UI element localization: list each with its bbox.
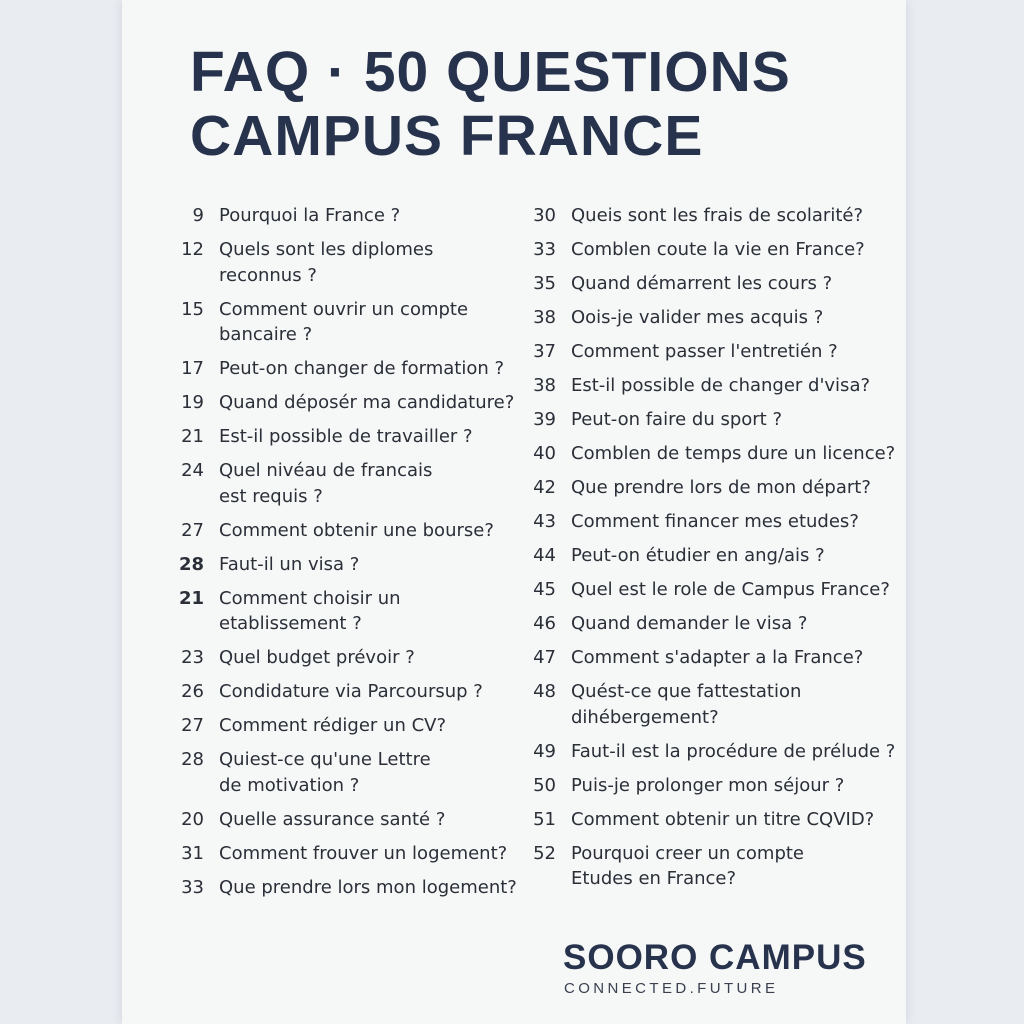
faq-question-line: Que prendre lors mon logement? — [219, 876, 517, 898]
faq-question-line: Quels sont les diplomes — [219, 239, 434, 260]
faq-question-line: Oois-je valider mes acquis ? — [571, 307, 824, 328]
faq-item — [522, 373, 902, 399]
faq-item-question — [571, 509, 859, 535]
faq-item — [522, 679, 902, 730]
faq-item-number: 39 — [533, 409, 556, 430]
faq-item — [170, 458, 525, 509]
faq-item-question — [571, 441, 895, 467]
faq-item-question — [219, 552, 359, 578]
faq-item-question — [219, 747, 431, 798]
faq-question-line: Quand déposér ma candidature? — [219, 392, 515, 413]
faq-question-line: de motivation ? — [219, 774, 360, 796]
faq-item — [522, 339, 902, 365]
faq-item-number: 28 — [178, 553, 204, 575]
faq-item-question — [571, 407, 782, 433]
faq-item-number: 26 — [181, 681, 204, 702]
faq-item — [170, 747, 525, 798]
faq-item-question — [571, 237, 865, 263]
faq-item — [170, 807, 525, 833]
faq-item — [522, 475, 902, 501]
faq-question-line: Faut-il un visa ? — [219, 553, 360, 575]
faq-item-number: 45 — [533, 579, 556, 600]
faq-item-number: 46 — [533, 613, 556, 634]
faq-item-question — [219, 679, 483, 705]
faq-item-question — [219, 713, 446, 739]
faq-item-number: 42 — [533, 477, 556, 498]
faq-item — [522, 509, 902, 535]
faq-question-line: Quand demander le visa ? — [571, 613, 808, 634]
faq-item — [522, 203, 902, 229]
faq-item-number: 12 — [181, 239, 204, 260]
faq-question-line: Peut-on faire du sport ? — [571, 409, 782, 430]
faq-item-number: 43 — [533, 511, 556, 532]
faq-item-question — [571, 475, 871, 501]
faq-question-line: Est-il possible de changer d'visa? — [571, 375, 871, 396]
faq-question-line: Queis sont les frais de scolarité? — [571, 205, 863, 226]
faq-question-line: etablissement ? — [219, 613, 362, 634]
faq-item — [522, 441, 902, 467]
faq-item — [522, 237, 902, 263]
faq-question-line: Quel budget prévoir ? — [219, 647, 415, 668]
faq-item-question — [219, 390, 514, 416]
faq-item-number: 31 — [181, 842, 204, 864]
faq-item — [522, 773, 902, 799]
faq-item-question — [571, 739, 895, 765]
faq-question-line: Quel nivéau de francais — [219, 460, 433, 481]
faq-item-question — [219, 203, 400, 229]
faq-question-line: Condidature via Parcoursup ? — [219, 681, 483, 702]
faq-item-number: 23 — [181, 647, 204, 668]
faq-item-question — [219, 841, 507, 867]
faq-item-question — [219, 424, 473, 450]
faq-item-question — [219, 518, 494, 544]
faq-item-number: 38 — [533, 307, 556, 328]
faq-item-question — [571, 543, 825, 569]
faq-item — [170, 586, 525, 637]
faq-list-right — [522, 203, 902, 900]
faq-question-line: Comment obtenir un titre CQVID? — [571, 808, 875, 830]
faq-item-number: 24 — [181, 460, 204, 481]
faq-item-number: 44 — [533, 545, 556, 566]
faq-item-question — [219, 807, 445, 833]
faq-item — [522, 543, 902, 569]
faq-item-question — [571, 577, 890, 603]
faq-question-line: Quelle assurance santé ? — [219, 808, 446, 830]
faq-item — [170, 518, 525, 544]
faq-item — [170, 679, 525, 705]
faq-item-question — [219, 356, 504, 382]
faq-item-number: 49 — [533, 740, 556, 762]
faq-question-line: Comment rédiger un CV? — [219, 715, 447, 736]
faq-item-question — [219, 458, 432, 509]
faq-item-number: 28 — [181, 749, 204, 770]
faq-question-line: Faut-il est la procédure de prélude ? — [571, 740, 896, 762]
faq-item — [170, 424, 525, 450]
faq-item-number: 35 — [533, 273, 556, 294]
faq-question-line: Etudes en France? — [571, 868, 737, 889]
faq-item-number: 50 — [533, 774, 556, 796]
faq-item — [170, 875, 525, 901]
faq-item — [170, 237, 525, 288]
faq-question-line: Pourquoi la France ? — [219, 205, 401, 226]
faq-item-number: 27 — [181, 715, 204, 736]
brand-tagline: CONNECTED.FUTURE — [564, 980, 779, 997]
faq-question-line: Comblen de temps dure un licence? — [571, 443, 896, 464]
faq-question-line: Comment s'adapter a la France? — [571, 647, 864, 668]
faq-item — [170, 841, 525, 867]
faq-item-question — [219, 645, 415, 671]
faq-question-line: Quiest-ce qu'une Lettre — [219, 749, 431, 770]
faq-item-question — [219, 875, 517, 901]
faq-question-line: Comment obtenir une bourse? — [219, 519, 494, 541]
faq-item — [522, 305, 902, 331]
faq-item-question — [219, 586, 401, 637]
faq-item-question — [219, 297, 468, 348]
faq-item — [170, 356, 525, 382]
faq-item-number: 15 — [181, 298, 204, 320]
faq-item-question — [571, 271, 832, 297]
faq-item — [170, 713, 525, 739]
faq-item-number: 21 — [178, 587, 204, 609]
faq-item-number: 33 — [181, 876, 204, 898]
faq-item-number: 48 — [533, 681, 556, 702]
faq-question-line: Pourquoi creer un compte — [571, 842, 804, 864]
faq-item-number: 20 — [181, 808, 204, 830]
faq-item-number: 27 — [181, 519, 204, 541]
faq-item — [170, 203, 525, 229]
faq-item — [522, 841, 902, 892]
faq-question-line: reconnus ? — [219, 264, 317, 286]
faq-question-line: Puis-je prolonger mon séjour ? — [571, 774, 845, 796]
faq-item — [522, 271, 902, 297]
faq-question-line: dihébergement? — [571, 706, 719, 728]
faq-item-question — [571, 679, 801, 730]
faq-item — [170, 552, 525, 578]
faq-question-line: Comment financer mes etudes? — [571, 511, 859, 532]
faq-item — [522, 807, 902, 833]
faq-question-line: bancaire ? — [219, 324, 313, 345]
faq-item-number: 51 — [533, 808, 556, 830]
faq-item — [170, 390, 525, 416]
faq-item-number: 21 — [181, 426, 204, 447]
faq-question-line: Comment choisir un — [219, 587, 401, 609]
faq-question-line: Comment frouver un logement? — [219, 842, 508, 864]
faq-item-number: 30 — [533, 205, 556, 226]
faq-question-line: Quést-ce que fattestation — [571, 681, 802, 702]
faq-question-line: Peut-on étudier en ang/ais ? — [571, 545, 825, 566]
faq-item — [522, 577, 902, 603]
faq-item-number: 47 — [533, 647, 556, 668]
faq-question-line: Comment passer l'entretién ? — [571, 341, 838, 362]
faq-item-number: 9 — [192, 205, 204, 226]
faq-item-number: 33 — [533, 239, 556, 260]
faq-question-line: Comment ouvrir un compte — [219, 298, 469, 320]
faq-item-question — [571, 305, 823, 331]
faq-item — [170, 297, 525, 348]
faq-item-question — [571, 203, 863, 229]
faq-question-line: Comblen coute la vie en France? — [571, 239, 865, 260]
title-line-1: FAQ · 50 QUESTIONS — [190, 40, 791, 104]
page-title — [190, 40, 791, 168]
brand-name: SOORO CAMPUS — [563, 938, 867, 977]
faq-item — [522, 645, 902, 671]
faq-item-question — [571, 611, 807, 637]
faq-item — [522, 407, 902, 433]
faq-item-question — [571, 773, 844, 799]
faq-item-number: 19 — [181, 392, 204, 413]
faq-item-question — [219, 237, 433, 288]
title-line-2: CAMPUS FRANCE — [190, 104, 704, 168]
faq-question-line: Quand démarrent les cours ? — [571, 273, 833, 294]
faq-item-question — [571, 373, 870, 399]
faq-item-question — [571, 339, 838, 365]
faq-item-number: 17 — [181, 358, 204, 379]
faq-item-question — [571, 645, 863, 671]
faq-question-line: Est-il possible de travailler ? — [219, 426, 473, 447]
faq-item-number: 52 — [533, 842, 556, 864]
faq-item — [170, 645, 525, 671]
faq-item-number: 37 — [533, 341, 556, 362]
faq-item — [522, 611, 902, 637]
faq-list-left — [170, 203, 525, 909]
faq-item-question — [571, 841, 804, 892]
faq-question-line: est requis ? — [219, 485, 323, 507]
faq-item-number: 40 — [533, 443, 556, 464]
faq-question-line: Quel est le role de Campus France? — [571, 579, 890, 600]
faq-item — [522, 739, 902, 765]
faq-question-line: Que prendre lors de mon départ? — [571, 477, 871, 498]
faq-item-number: 38 — [533, 375, 556, 396]
faq-item-question — [571, 807, 874, 833]
faq-question-line: Peut-on changer de formation ? — [219, 358, 505, 379]
